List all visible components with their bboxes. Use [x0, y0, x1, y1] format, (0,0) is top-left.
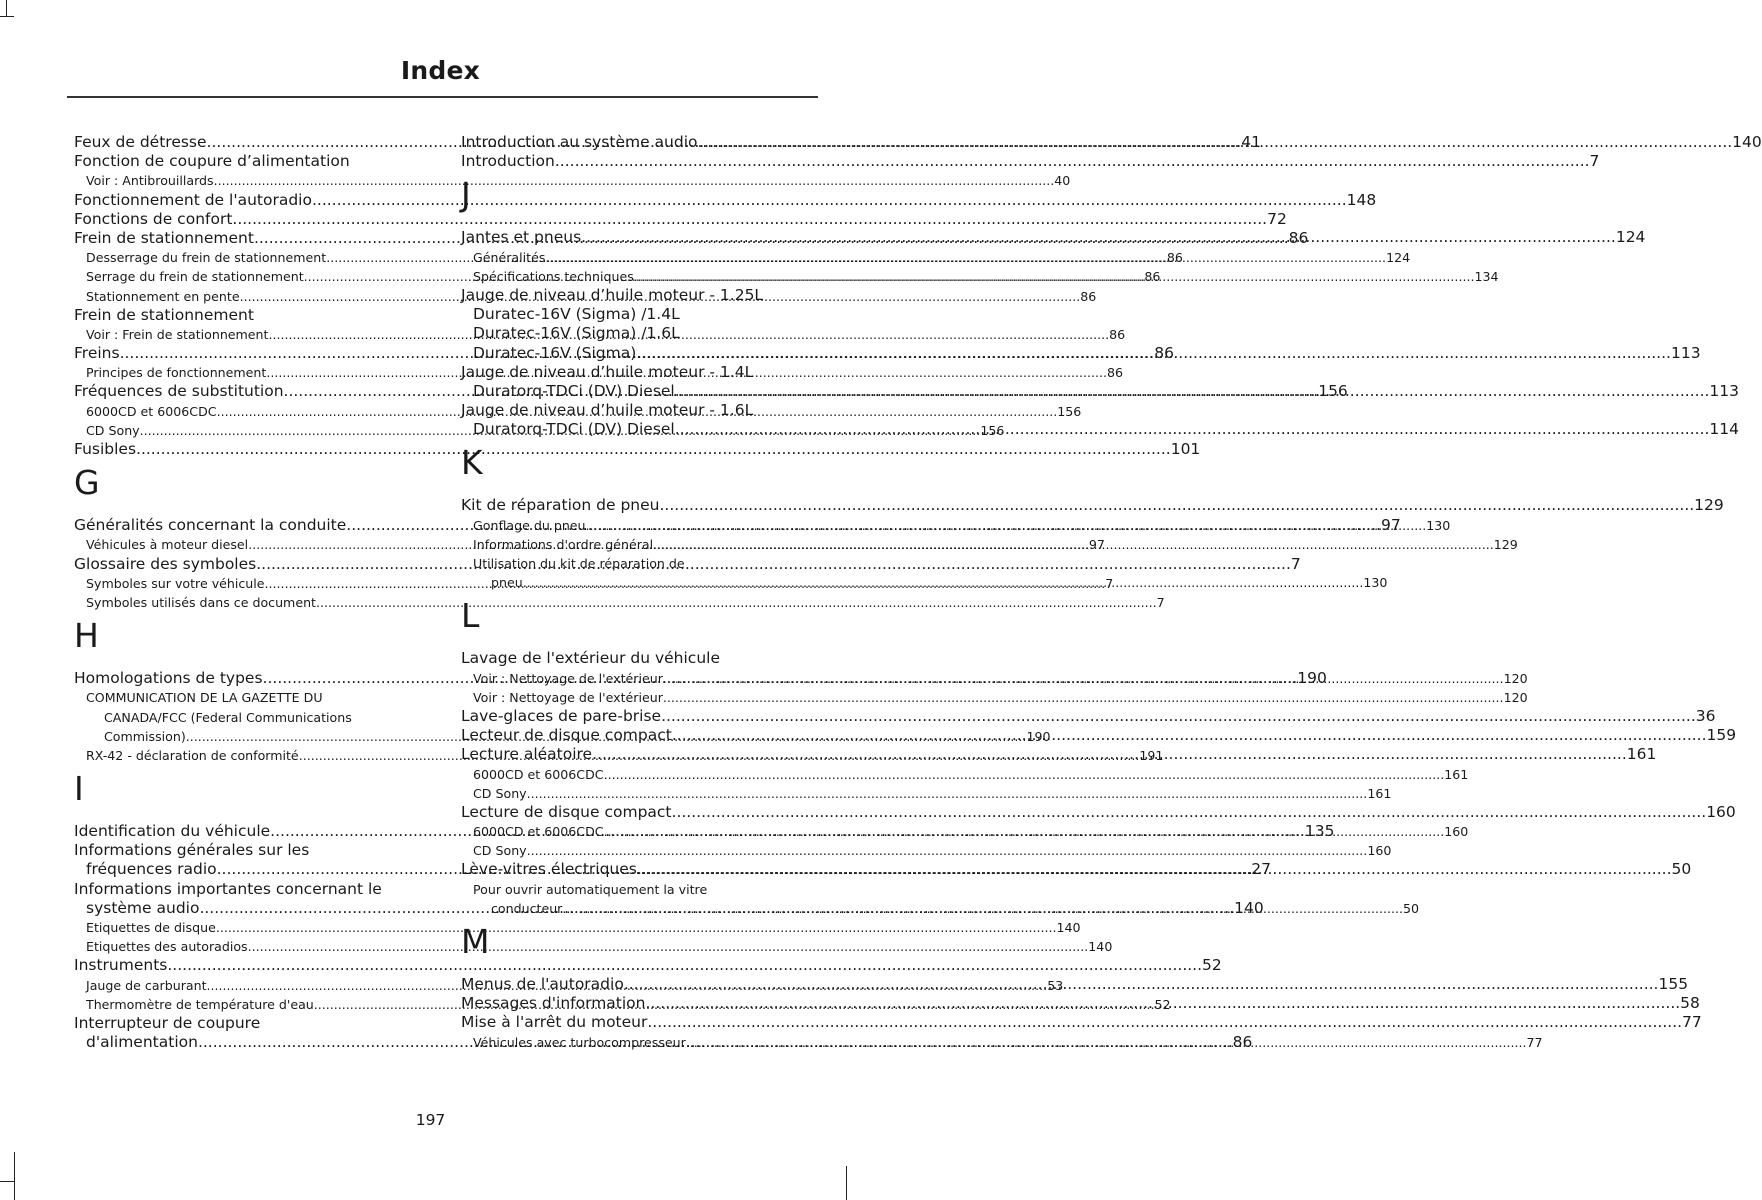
header-rule: [67, 96, 818, 98]
entry-page-number: 190: [1297, 669, 1327, 688]
index-subentry: [461, 688, 1528, 707]
entry-label: Lecture aléatoire: [461, 745, 593, 764]
dot-leader: [647, 1013, 1682, 1032]
entry-label: Lecteur de disque compact: [461, 726, 672, 745]
index-entry-heading: Frein de stationnement: [74, 305, 254, 324]
dot-leader: [523, 573, 1364, 592]
entry-label: Voir : Nettoyage de l'extérieur: [473, 689, 663, 705]
entry-page-number: 120: [1503, 689, 1528, 705]
index-subentry: [74, 171, 1071, 190]
dot-leader: [604, 765, 1445, 784]
entry-label: 6000CD et 6006CDC: [473, 766, 604, 782]
index-subentry-heading: COMMUNICATION DE LA GAZETTE DU: [86, 690, 323, 706]
entry-page-number: 86: [1166, 250, 1183, 266]
index-entry-heading: Fonction de coupure d’alimentation: [74, 152, 350, 171]
entry-label: Voir : Nettoyage de l'extérieur: [473, 670, 663, 686]
section-letter: G: [74, 463, 100, 503]
entry-label: Mise à l'arrêt du moteur: [461, 1013, 648, 1032]
entry-label: CD Sony: [86, 422, 140, 438]
entry-page-number: 7: [1589, 152, 1600, 171]
entry-label: Jantes et pneus: [461, 228, 582, 247]
entry-page-number: 7: [1105, 575, 1114, 591]
dot-leader: [637, 860, 1672, 879]
entry-label: Généralités: [473, 249, 546, 265]
entry-label: Messages d'information: [461, 994, 646, 1013]
section-letter: K: [461, 443, 483, 483]
section-letter: J: [461, 175, 471, 215]
entry-label: Duratorq-TDCi (DV) Diesel: [473, 381, 675, 400]
entry-label: Spécifications techniques: [473, 268, 634, 284]
index-entry-heading: Jauge de niveau d’huile moteur - 1.6L: [461, 401, 754, 420]
entry-page-number: 130: [1363, 575, 1388, 591]
index-entry: [461, 496, 1724, 515]
entry-page-number: 160: [1444, 824, 1469, 840]
dot-leader: [624, 975, 1659, 994]
dot-leader: [636, 344, 1671, 363]
entry-page-number: 140: [1088, 939, 1113, 955]
section-letter: L: [461, 596, 480, 636]
entry-page-number: 130: [1426, 517, 1451, 533]
entry-label: Symboles sur votre véhicule: [86, 575, 265, 591]
entry-label: Etiquettes de disque: [86, 920, 216, 935]
entry-label: Fonctions de confort: [74, 209, 233, 228]
index-entry: [461, 802, 1736, 822]
entry-page-number: 7: [1156, 594, 1165, 610]
entry-label: Véhicules avec turbocompresseur: [473, 1034, 686, 1050]
entry-label: Jauge de carburant: [86, 977, 207, 993]
entry-page-number: 58: [1680, 994, 1700, 1013]
entry-page-number: 113: [1709, 381, 1740, 400]
entry-label: Duratorq-TDCi (DV) Diesel: [473, 420, 675, 439]
entry-label: Etiquettes des autoradios: [86, 939, 248, 955]
entry-page-number: 36: [1695, 706, 1716, 725]
dot-leader: [545, 248, 1386, 267]
index-entry: [461, 1013, 1702, 1032]
dot-leader: [661, 707, 1696, 726]
entry-label: Principes de fonctionnement: [86, 365, 267, 381]
entry-label: Menus de l'autoradio: [461, 975, 624, 993]
entry-page-number: 50: [1671, 860, 1692, 879]
entry-label: Glossaire des symboles: [74, 554, 257, 573]
entry-label: CD Sony: [473, 785, 527, 801]
dot-leader: [686, 1033, 1527, 1052]
index-subentry-heading: Utilisation du kit de réparation de: [473, 556, 685, 571]
entry-page-number: 101: [1170, 440, 1201, 458]
entry-page-number: 159: [1706, 726, 1737, 745]
crop-mark-bottom-left: [14, 1152, 15, 1200]
entry-page-number: 120: [1503, 670, 1528, 686]
entry-page-number: 191: [1139, 747, 1164, 763]
dot-leader: [698, 133, 1733, 152]
dot-leader: [604, 822, 1445, 841]
crop-mark-top-left: [6, 0, 7, 16]
entry-label: Introduction: [461, 152, 555, 171]
entry-page-number: 160: [1706, 802, 1736, 821]
entry-page-number: 113: [1670, 343, 1701, 362]
entry-page-number: 86: [1232, 1033, 1253, 1052]
index-entry-heading: Jauge de niveau d’huile moteur - 1.4L: [461, 362, 754, 381]
entry-label: Instruments: [74, 956, 168, 975]
index-subentry-heading-continuation: CANADA/FCC (Federal Communications: [104, 709, 352, 725]
entry-label: pneu: [491, 575, 523, 591]
entry-label: Fusibles: [74, 440, 137, 458]
dot-leader: [660, 496, 1695, 515]
entry-page-number: 129: [1493, 536, 1518, 552]
entry-page-number: 156: [1318, 382, 1348, 401]
dot-leader: [562, 899, 1403, 918]
entry-label: d'alimentation: [86, 1033, 198, 1052]
entry-label: Frein de stationnement: [74, 228, 254, 247]
entry-page-number: 140: [1234, 898, 1264, 917]
entry-page-number: 155: [1658, 975, 1689, 993]
entry-label: Fréquences de substitution: [74, 382, 284, 401]
dot-leader: [586, 516, 1427, 535]
entry-label: CD Sony: [473, 843, 527, 859]
entry-label: Lève-vitres électriques: [461, 860, 637, 879]
entry-page-number: 50: [1403, 900, 1420, 916]
entry-page-number: 41: [1241, 133, 1261, 151]
entry-page-number: 134: [1474, 268, 1499, 284]
dot-leader: [663, 669, 1504, 688]
entry-page-number: 161: [1444, 766, 1469, 782]
dot-leader: [672, 803, 1707, 822]
entry-page-number: 52: [1202, 956, 1222, 975]
entry-page-number: 52: [1154, 996, 1171, 1012]
entry-page-number: 161: [1626, 745, 1657, 764]
entry-page-number: 190: [1026, 728, 1051, 744]
entry-label: Freins: [74, 344, 120, 363]
entry-label: Stationnement en pente: [86, 288, 240, 304]
entry-page-number: 124: [1386, 249, 1411, 265]
entry-page-number: 140: [1056, 920, 1081, 935]
entry-page-number: 40: [1054, 173, 1071, 189]
entry-label: Identification du véhicule: [74, 822, 271, 841]
dot-leader: [634, 267, 1475, 286]
entry-page-number: 77: [1526, 1034, 1543, 1050]
entry-page-number: 86: [1080, 288, 1097, 304]
entry-label: Feux de détresse: [74, 133, 207, 151]
entry-page-number: 140: [1732, 133, 1762, 151]
index-entry-heading: Interrupteur de coupure: [74, 1013, 261, 1032]
dot-leader: [663, 688, 1504, 707]
dot-leader: [672, 726, 1707, 745]
entry-page-number: 135: [1304, 822, 1335, 841]
index-subentry: [74, 593, 1165, 612]
entry-page-number: 156: [980, 422, 1005, 438]
entry-page-number: 97: [1380, 516, 1401, 535]
entry-label: Duratec-16V (Sigma): [473, 343, 637, 362]
index-entry-heading-continuation: Duratec-16V (Sigma) /1.6L: [473, 324, 680, 343]
entry-label: RX-42 - déclaration de conformité: [86, 747, 299, 763]
index-subentry-continuation: [461, 573, 1388, 592]
entry-label: Informations d'ordre général: [473, 536, 654, 552]
dot-leader: [592, 745, 1627, 764]
entry-label: Lecture de disque compact: [461, 802, 672, 821]
dot-leader: [675, 420, 1710, 439]
entry-label: Homologations de types: [74, 669, 263, 688]
entry-page-number: 124: [1615, 228, 1646, 247]
entry-page-number: 86: [1109, 326, 1126, 342]
entry-label: Serrage du frein de stationnement: [86, 269, 304, 285]
index-entry: [461, 152, 1600, 171]
index-subentry: [74, 918, 1081, 937]
page-title: Index: [400, 56, 480, 85]
entry-page-number: 156: [1057, 403, 1082, 419]
entry-page-number: 86: [1154, 344, 1174, 363]
section-letter: M: [461, 922, 490, 961]
entry-label: conducteur: [491, 900, 563, 916]
entry-label: Véhicules à moteur diesel: [86, 537, 249, 553]
entry-label: Thermomètre de température d'eau: [86, 996, 314, 1012]
entry-label: 6000CD et 6006CDC: [86, 403, 217, 419]
entry-page-number: 77: [1682, 1013, 1702, 1032]
entry-page-number: 97: [1088, 537, 1105, 553]
entry-label: Généralités concernant la conduite: [74, 516, 347, 535]
entry-label: Symboles utilisés dans ce document: [86, 594, 316, 610]
crop-mark-bottom-left-h: [0, 1181, 14, 1182]
index-entry-heading: Lavage de l'extérieur du véhicule: [461, 649, 720, 668]
entry-page-number: 72: [1267, 209, 1287, 228]
dot-leader: [653, 535, 1494, 554]
index-entry-heading: Informations importantes concernant le: [74, 879, 382, 898]
index-entry: [74, 190, 1377, 210]
entry-page-number: 129: [1694, 496, 1724, 515]
dot-leader: [581, 228, 1616, 247]
index-entry-heading-continuation: Duratec-16V (Sigma) /1.4L: [473, 305, 680, 324]
entry-label: Gonflage du pneu: [473, 517, 586, 533]
entry-page-number: 160: [1367, 843, 1392, 859]
index-entry: [74, 956, 1222, 975]
entry-label: Commission): [104, 728, 186, 744]
entry-page-number: 53: [1047, 977, 1064, 993]
entry-page-number: 7: [1290, 554, 1301, 573]
index-subentry: [461, 784, 1392, 803]
entry-label: 6000CD et 6006CDC: [473, 824, 604, 840]
dot-leader: [527, 784, 1368, 803]
dot-leader: [527, 841, 1368, 860]
index-entry: [461, 706, 1716, 726]
index-subentry: [461, 765, 1469, 784]
dot-leader: [646, 994, 1681, 1013]
entry-label: système audio: [86, 898, 200, 917]
dot-leader: [555, 152, 1590, 171]
entry-label: Voir : Frein de stationnement: [86, 326, 269, 342]
index-entry: [74, 209, 1287, 229]
crop-mark-bottom-right: [846, 1166, 847, 1200]
entry-label: Voir : Antibrouillards: [86, 173, 214, 189]
entry-page-number: 161: [1367, 785, 1392, 801]
index-entry-heading: Jauge de niveau d’huile moteur - 1.25L: [461, 285, 764, 304]
entry-page-number: 86: [1288, 228, 1309, 247]
entry-page-number: 148: [1346, 190, 1377, 209]
section-letter: I: [74, 769, 84, 809]
page-number: 197: [415, 1111, 446, 1129]
entry-label: Lave-glaces de pare-brise: [461, 706, 662, 725]
entry-label: Fonctionnement de l'autoradio: [74, 190, 312, 209]
index-subentry: [74, 937, 1113, 956]
entry-page-number: 86: [1144, 269, 1161, 285]
crop-mark-top-left-h: [0, 16, 14, 17]
entry-label: Kit de réparation de pneu: [461, 496, 660, 515]
index-entry: [74, 440, 1201, 459]
dot-leader: [675, 382, 1710, 401]
entry-page-number: 27: [1251, 860, 1272, 879]
index-subentry: [461, 841, 1392, 860]
index-subentry-heading: Pour ouvrir automatiquement la vitre: [473, 881, 708, 897]
entry-label: Introduction au système audio: [461, 133, 698, 151]
entry-page-number: 114: [1709, 420, 1740, 439]
section-letter: H: [74, 616, 99, 656]
entry-label: Desserrage du frein de stationnement: [86, 250, 327, 266]
entry-page-number: 86: [1107, 365, 1124, 381]
index-entry-heading: Informations générales sur les: [74, 841, 310, 860]
entry-label: fréquences radio: [86, 860, 217, 879]
